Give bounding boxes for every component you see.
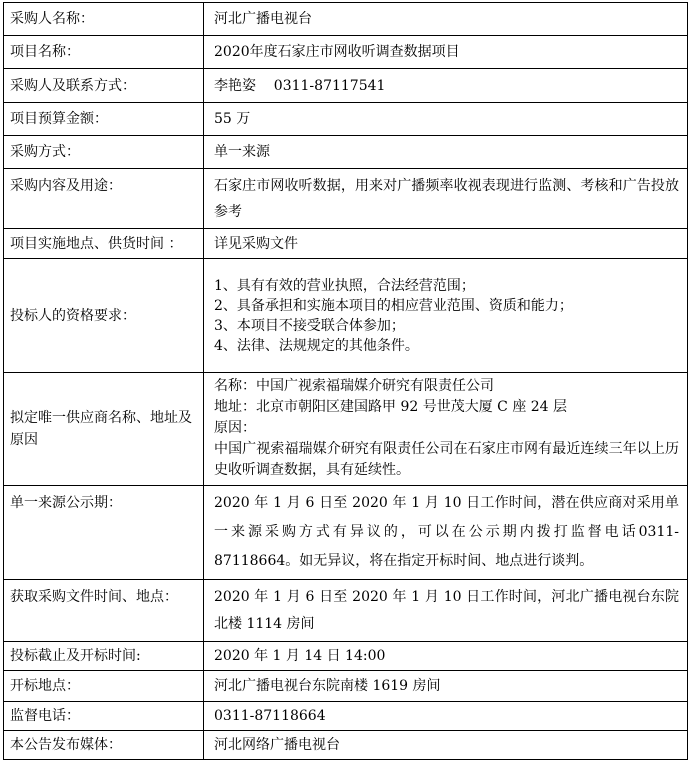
doc-time-label: 获取采购文件时间、地点： (4, 580, 204, 642)
row-notice-period (4, 486, 688, 580)
phone-value: 0311-87118664 (204, 702, 688, 731)
supplier-address: 地址：北京市朝阳区建国路甲 92 号世茂大厦 C 座 24 层 (214, 399, 568, 415)
qualification-item: 4、法律、法规规定的其他条件。 (214, 337, 419, 354)
row-project (4, 36, 688, 69)
contact-value: 李艳姿 0311-87117541 (204, 69, 688, 103)
qualification-item: 1、具有有效的营业执照，合法经营范围； (214, 277, 475, 294)
row-supplier (4, 373, 688, 486)
content-label: 采购内容及用途： (4, 169, 204, 229)
media-value: 河北网络广播电视台 (204, 731, 688, 760)
media-label: 本公告发布媒体： (4, 731, 204, 760)
location-label: 项目实施地点、供货时间 ： (4, 229, 204, 259)
row-content (4, 169, 688, 229)
row-method (4, 136, 688, 169)
deadline-label: 投标截止及开标时间: (4, 642, 204, 671)
qualification-list (204, 259, 688, 373)
phone-label: 监督电话： (4, 702, 204, 731)
opening-place-label: 开标地点： (4, 671, 204, 702)
budget-label: 项目预算金额： (4, 103, 204, 136)
qualification-item: 2、具备承担和实施本项目的相应营业范围、资质和能力； (214, 297, 573, 314)
contact-label: 采购人及联系方式： (4, 69, 204, 103)
procurement-notice-table (3, 2, 688, 760)
content-value: 石家庄市网收听数据，用来对广播频率收视表现进行监测、考核和广告投放参考 (204, 169, 688, 229)
row-contact (4, 69, 688, 103)
opening-place-value: 河北广播电视台东院南楼 1619 房间 (204, 671, 688, 702)
method-label: 采购方式： (4, 136, 204, 169)
buyer-label: 采购人名称： (4, 3, 204, 36)
row-qualification (4, 259, 688, 373)
supplier-name: 名称：中国广视索福瑞媒介研究有限责任公司 (214, 378, 494, 394)
row-location (4, 229, 688, 259)
buyer-value: 河北广播电视台 (204, 3, 688, 36)
row-doc-time (4, 580, 688, 642)
row-opening-place (4, 671, 688, 702)
project-label: 项目名称： (4, 36, 204, 69)
location-value: 详见采购文件 (204, 229, 688, 259)
qualification-item: 3、本项目不接受联合体参加； (214, 317, 405, 334)
notice-period-label: 单一来源公示期： (4, 486, 204, 580)
row-buyer (4, 3, 688, 36)
row-phone (4, 702, 688, 731)
project-value: 2020年度石家庄市网收听调查数据项目 (204, 36, 688, 69)
qualification-label: 投标人的资格要求： (4, 259, 204, 373)
row-media (4, 731, 688, 760)
row-deadline (4, 642, 688, 671)
method-value: 单一来源 (204, 136, 688, 169)
doc-time-value: 2020 年 1 月 6 日至 2020 年 1 月 10 日工作时间，河北广播电视台东院北楼 1114 房间 (204, 580, 688, 642)
notice-period-value: 2020 年 1 月 6 日至 2020 年 1 月 10 日工作时间，潜在供应商对采用单一来源采购方式有异议的，可以在公示期内拨打监督电话0311-87118664。如无异议，将在指定开标时间、地点进行谈判。 (204, 486, 688, 580)
supplier-reason-label: 原因： (214, 420, 256, 436)
supplier-label: 拟定唯一供应商名称、地址及原因 (4, 373, 204, 486)
supplier-info (204, 373, 688, 486)
deadline-value: 2020 年 1 月 14 日 14:00 (204, 642, 688, 671)
row-budget (4, 103, 688, 136)
budget-value: 55 万 (204, 103, 688, 136)
supplier-reason: 中国广视索福瑞媒介研究有限责任公司在石家庄市网有最近连续三年以上历史收听调查数据，具有延续性。 (214, 441, 679, 478)
